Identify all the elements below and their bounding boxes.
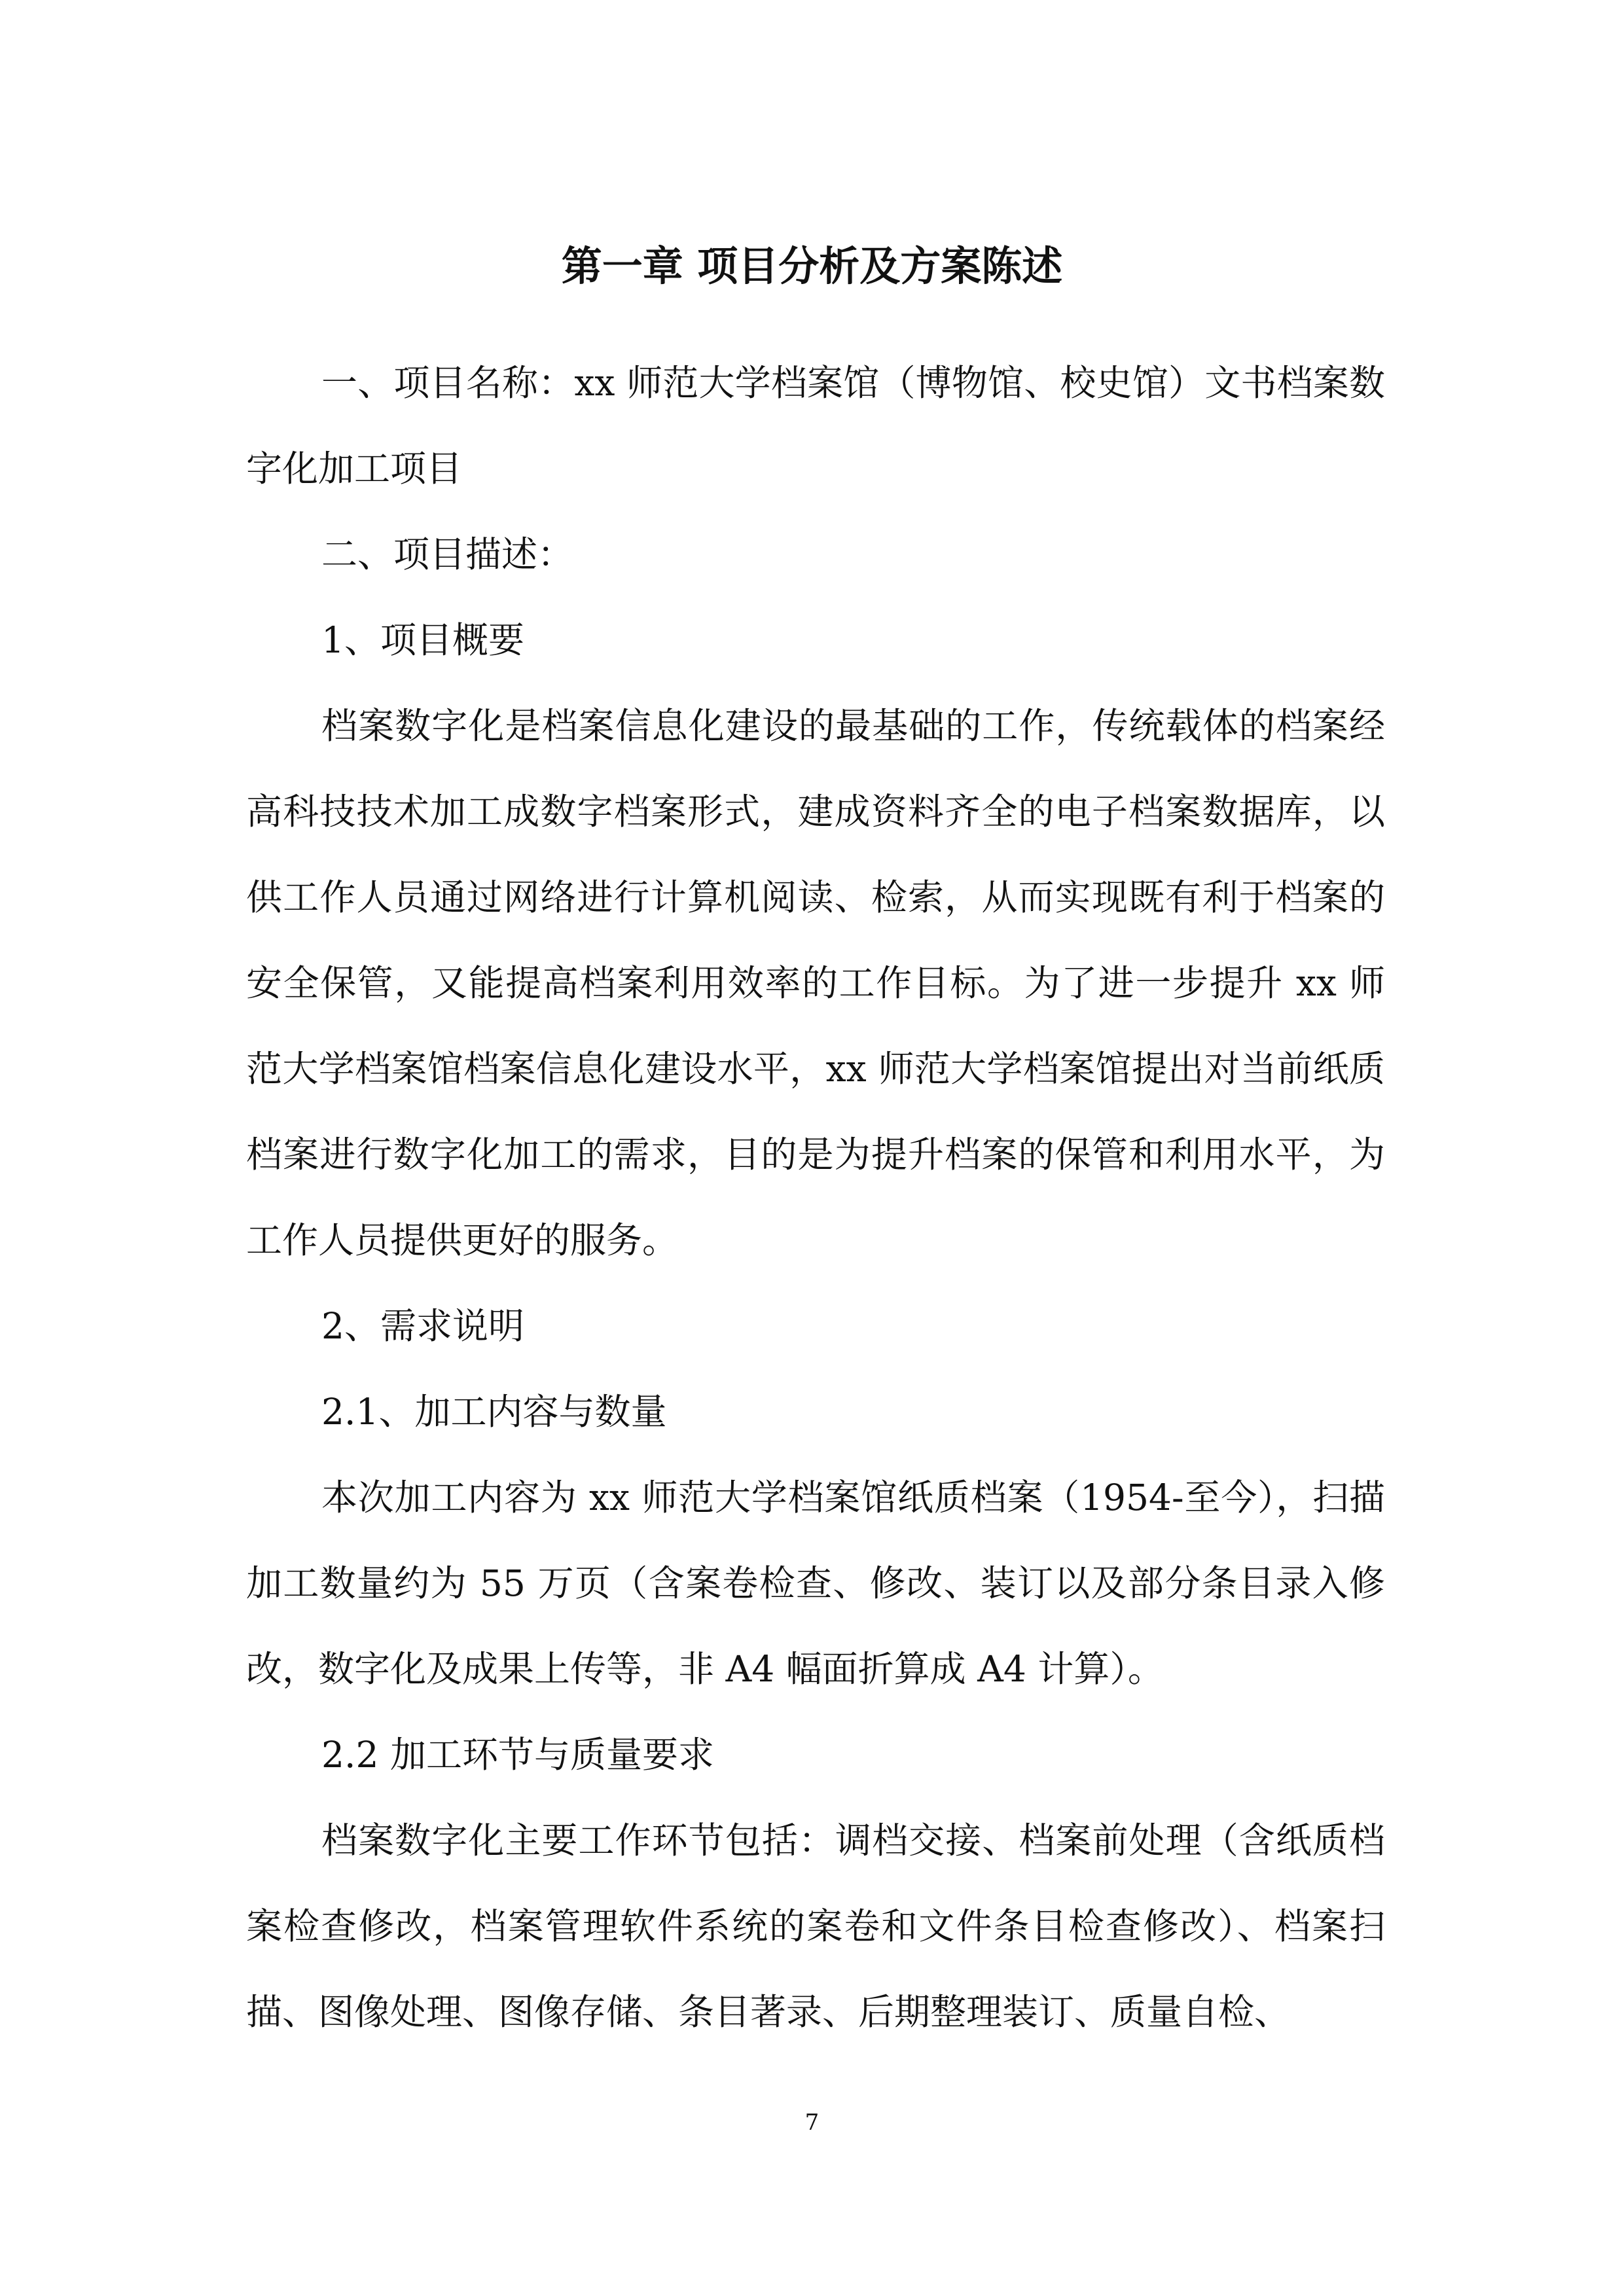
content-quantity-heading: 2.1、加工内容与数量 (321, 1391, 667, 1433)
chapter-title: 第一章 项目分析及方案陈述 (561, 242, 1063, 290)
process-steps-paragraph: 档案数字化主要工作环节包括：调档交接、档案前处理（含纸质档案检查修改，档案管理软件系统的案卷和文件条目检查修改）、档案扫描、图像处理、图像存储、条目著录、后期整理装订、质量自检、 (246, 1820, 1385, 2033)
process-quality-heading: 2.2 加工环节与质量要求 (321, 1734, 714, 1776)
requirements-heading: 2、需求说明 (321, 1305, 524, 1347)
page-number: 7 (804, 2109, 820, 2136)
overview-body-paragraph: 档案数字化是档案信息化建设的最基础的工作，传统载体的档案经高科技技术加工成数字档案形式，建成资料齐全的电子档案数据库，以供工作人员通过网络进行计算机阅读、检索，从而实现既有利于档案的安全保管，又能提高档案利用效率的工作目标。为了进一步提升 xx 师范大学档案馆档案信息化建设水平，xx 师范大学档案馆提出对当前纸质档案进行数字化加工的需求，目的是为提升档案的保管和利用水平，为工作人员提供更好的服务。 (246, 705, 1385, 1261)
content-quantity-paragraph: 本次加工内容为 xx 师范大学档案馆纸质档案（1954-至今），扫描加工数量约为 55 万页（含案卷检查、修改、装订以及部分条目录入修改，数字化及成果上传等，非 A4 幅面折算成 A4 计算）。 (246, 1477, 1385, 1690)
project-name-paragraph: 一、项目名称：xx 师范大学档案馆（博物馆、校史馆）文书档案数字化加工项目 (246, 362, 1385, 490)
project-description-heading: 二、项目描述： (321, 533, 574, 575)
project-overview-heading: 1、项目概要 (321, 619, 524, 661)
